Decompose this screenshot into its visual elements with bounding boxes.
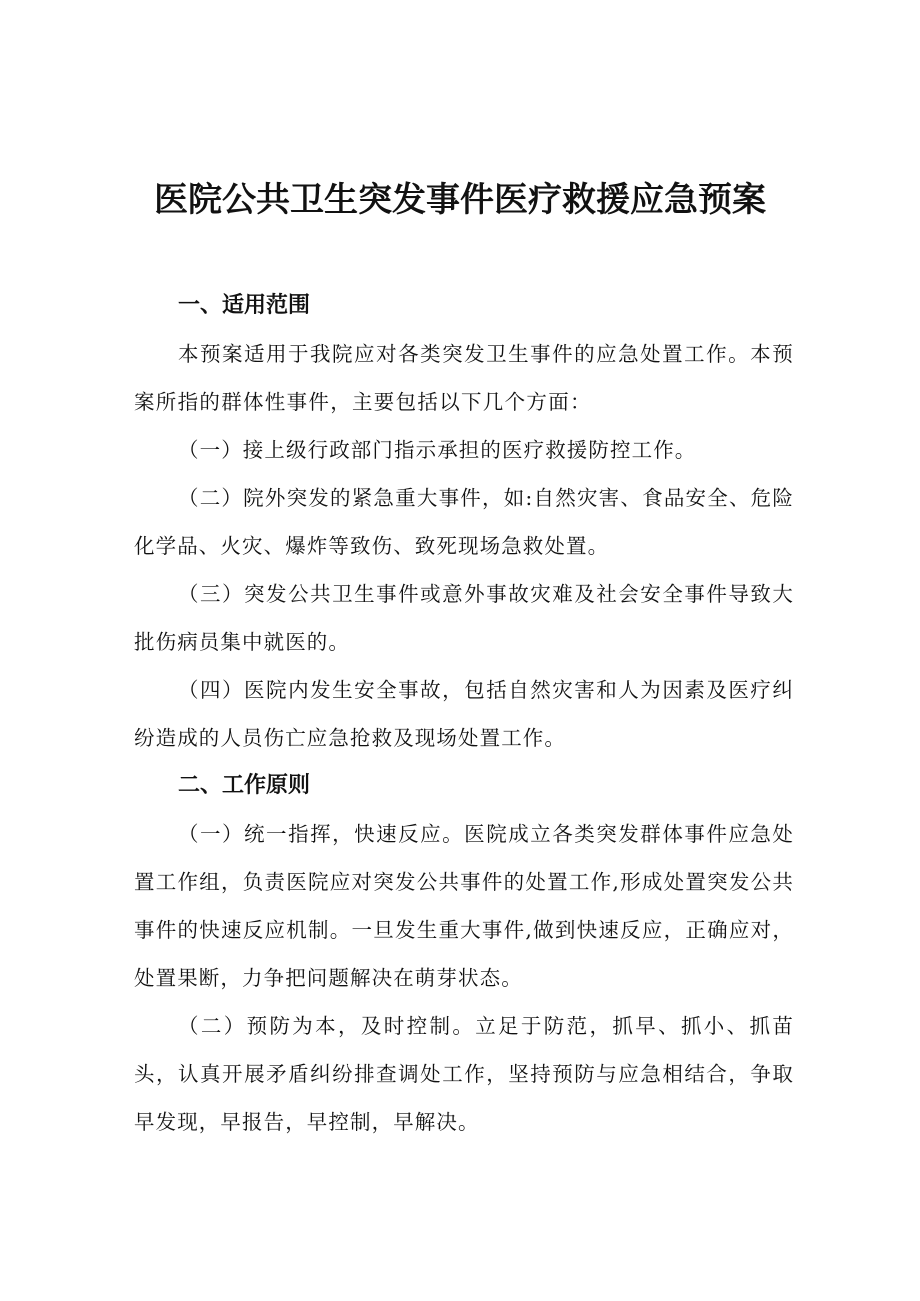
paragraph: （一）统一指挥，快速反应。医院成立各类突发群体事件应急处置工作组，负责医院应对突发公共事件的处置工作,形成处置突发公共事件的快速反应机制。一旦发生重大事件,做到快速反应，正确应对，处置果断，力争把问题解决在萌芽状态。	[134, 822, 794, 990]
document-title: 医院公共卫生突发事件医疗救援应急预案	[154, 180, 766, 220]
section-scope	[134, 282, 794, 762]
paragraph: （四）医院内发生安全事故，包括自然灾害和人为因素及医疗纠纷造成的人员伤亡应急抢救及现场处置工作。	[134, 678, 794, 750]
paragraph: （三）突发公共卫生事件或意外事故灾难及社会安全事件导致大批伤病员集中就医的。	[134, 582, 794, 654]
paragraph: （二）预防为本，及时控制。立足于防范，抓早、抓小、抓苗头，认真开展矛盾纠纷排查调处工作，坚持预防与应急相结合，争取早发现，早报告，早控制，早解决。	[134, 1014, 794, 1134]
section-principles	[134, 762, 794, 1146]
paragraph: 本预案适用于我院应对各类突发卫生事件的应急处置工作。本预案所指的群体性事件，主要包括以下几个方面：	[134, 342, 794, 414]
document-body	[134, 282, 794, 1146]
section-heading: 一、适用范围	[178, 293, 311, 318]
paragraph: （一）接上级行政部门指示承担的医疗救援防控工作。	[178, 438, 697, 462]
section-heading: 二、工作原则	[178, 773, 311, 798]
paragraph: （二）院外突发的紧急重大事件，如:自然灾害、食品安全、危险化学品、火灾、爆炸等致伤、致死现场急救处置。	[134, 486, 794, 558]
